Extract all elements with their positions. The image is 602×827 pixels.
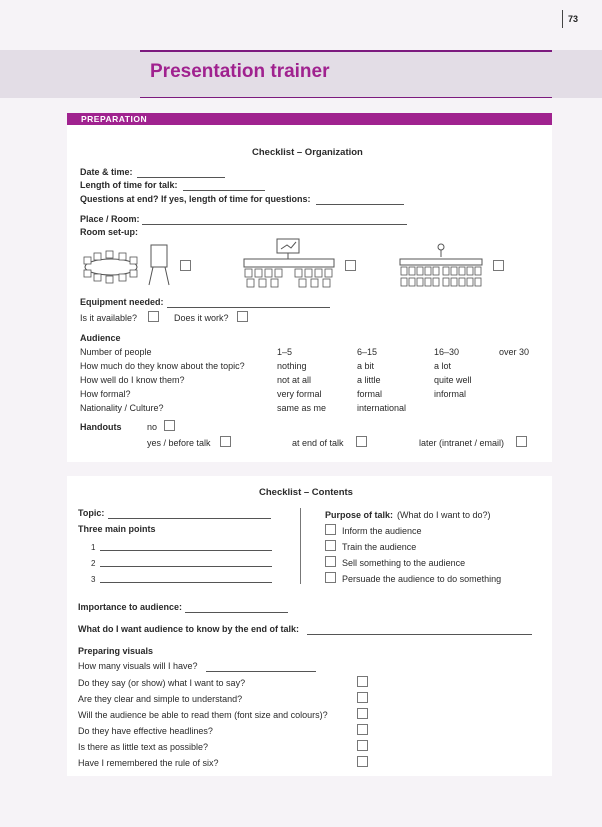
how-many-label: How many visuals will I have? — [78, 661, 198, 671]
point-number: 1 — [91, 543, 96, 552]
audience-option[interactable]: 6–15 — [357, 347, 378, 357]
visual-question: Have I remembered the rule of six? — [78, 758, 219, 768]
audience-option[interactable]: a little — [357, 375, 381, 385]
audience-option[interactable]: a bit — [357, 361, 375, 371]
available-checkbox[interactable] — [148, 311, 159, 322]
audience-row-label: Number of people — [80, 347, 152, 357]
page-number: 73 — [562, 10, 578, 28]
importance-label: Importance to audience: — [78, 602, 183, 612]
handouts-no-label: no — [147, 422, 158, 432]
audience-option[interactable]: formal — [357, 389, 383, 399]
place-field[interactable] — [142, 224, 407, 225]
point-2-field[interactable] — [100, 566, 272, 567]
length-field[interactable] — [183, 190, 265, 191]
u-shape-checkbox[interactable] — [345, 260, 356, 271]
handouts-no-checkbox[interactable] — [164, 420, 175, 431]
title-rule-bottom — [140, 97, 552, 98]
audience-option[interactable]: informal — [434, 389, 467, 399]
point-3-field[interactable] — [100, 582, 272, 583]
audience-option[interactable]: 16–30 — [434, 347, 460, 357]
handouts-before-label: yes / before talk — [147, 438, 211, 448]
audience-option[interactable]: a lot — [434, 361, 452, 371]
visual-checkbox[interactable] — [357, 740, 368, 751]
u-shape-setup-icon — [239, 237, 339, 289]
equipment-field[interactable] — [167, 307, 330, 308]
audience-option[interactable]: international — [357, 403, 407, 413]
topic-field[interactable] — [108, 518, 271, 519]
works-label: Does it work? — [174, 313, 229, 323]
questions-label: Questions at end? If yes, length of time for questions: — [80, 194, 311, 204]
page-title: Presentation trainer — [150, 61, 330, 82]
available-label: Is it available? — [80, 313, 138, 323]
questions-field[interactable] — [316, 204, 404, 205]
organization-heading: Checklist – Organization — [252, 147, 363, 158]
three-points-label: Three main points — [78, 524, 156, 534]
purpose-option: Inform the audience — [342, 526, 422, 536]
point-1-field[interactable] — [100, 550, 272, 551]
handouts-before-checkbox[interactable] — [220, 436, 231, 447]
visual-checkbox[interactable] — [357, 692, 368, 703]
round-table-setup-icon — [81, 243, 177, 287]
visual-question: Do they have effective headlines? — [78, 726, 213, 736]
visual-checkbox[interactable] — [357, 708, 368, 719]
audience-heading: Audience — [80, 333, 121, 343]
audience-option[interactable]: very formal — [277, 389, 322, 399]
title-band-left — [0, 52, 140, 98]
purpose-checkbox[interactable] — [325, 524, 336, 535]
topic-label: Topic: — [78, 508, 105, 518]
handouts-end-checkbox[interactable] — [356, 436, 367, 447]
audience-option[interactable]: nothing — [277, 361, 307, 371]
theatre-checkbox[interactable] — [493, 260, 504, 271]
audience-option[interactable]: same as me — [277, 403, 327, 413]
handouts-label: Handouts — [80, 422, 122, 432]
date-time-label: Date & time: — [80, 167, 133, 177]
visual-checkbox[interactable] — [357, 676, 368, 687]
visuals-heading: Preparing visuals — [78, 646, 154, 656]
point-number: 3 — [91, 575, 96, 584]
contents-heading: Checklist – Contents — [259, 487, 353, 498]
visual-checkbox[interactable] — [357, 724, 368, 735]
column-divider — [300, 508, 301, 584]
organization-card — [67, 125, 552, 462]
visual-question: Do they say (or show) what I want to say? — [78, 678, 246, 688]
place-label: Place / Room: — [80, 214, 140, 224]
point-number: 2 — [91, 559, 96, 568]
section-label: PREPARATION — [81, 114, 148, 124]
purpose-label: Purpose of talk: — [325, 510, 394, 520]
purpose-option: Persuade the audience to do something — [342, 574, 502, 584]
works-checkbox[interactable] — [237, 311, 248, 322]
theatre-setup-icon — [395, 241, 487, 289]
visual-question: Will the audience be able to read them (font size and colours)? — [78, 710, 328, 720]
purpose-checkbox[interactable] — [325, 556, 336, 567]
length-label: Length of time for talk: — [80, 180, 178, 190]
contents-card — [67, 476, 552, 776]
importance-field[interactable] — [185, 612, 288, 613]
audience-row-label: How formal? — [80, 389, 131, 399]
visual-question: Is there as little text as possible? — [78, 742, 209, 752]
handouts-later-checkbox[interactable] — [516, 436, 527, 447]
audience-row-label: Nationality / Culture? — [80, 403, 164, 413]
how-many-field[interactable] — [206, 671, 316, 672]
equipment-label: Equipment needed: — [80, 297, 164, 307]
purpose-checkbox[interactable] — [325, 540, 336, 551]
want-know-field[interactable] — [307, 634, 532, 635]
audience-row-label: How well do I know them? — [80, 375, 185, 385]
purpose-question: (What do I want to do?) — [397, 510, 491, 520]
handouts-later-label: later (intranet / email) — [419, 438, 505, 448]
audience-row-label: How much do they know about the topic? — [80, 361, 245, 371]
handouts-end-label: at end of talk — [292, 438, 344, 448]
setup-label: Room set-up: — [80, 227, 138, 237]
purpose-option: Train the audience — [342, 542, 417, 552]
audience-option[interactable]: 1–5 — [277, 347, 293, 357]
purpose-option: Sell something to the audience — [342, 558, 466, 568]
visual-question: Are they clear and simple to understand? — [78, 694, 243, 704]
title-rule-top — [140, 50, 552, 52]
date-time-field[interactable] — [137, 177, 225, 178]
round-table-checkbox[interactable] — [180, 260, 191, 271]
audience-option[interactable]: not at all — [277, 375, 312, 385]
visual-checkbox[interactable] — [357, 756, 368, 767]
want-know-label: What do I want audience to know by the end of talk: — [78, 624, 300, 634]
purpose-checkbox[interactable] — [325, 572, 336, 583]
audience-option[interactable]: over 30 — [499, 347, 530, 357]
audience-option[interactable]: quite well — [434, 375, 472, 385]
